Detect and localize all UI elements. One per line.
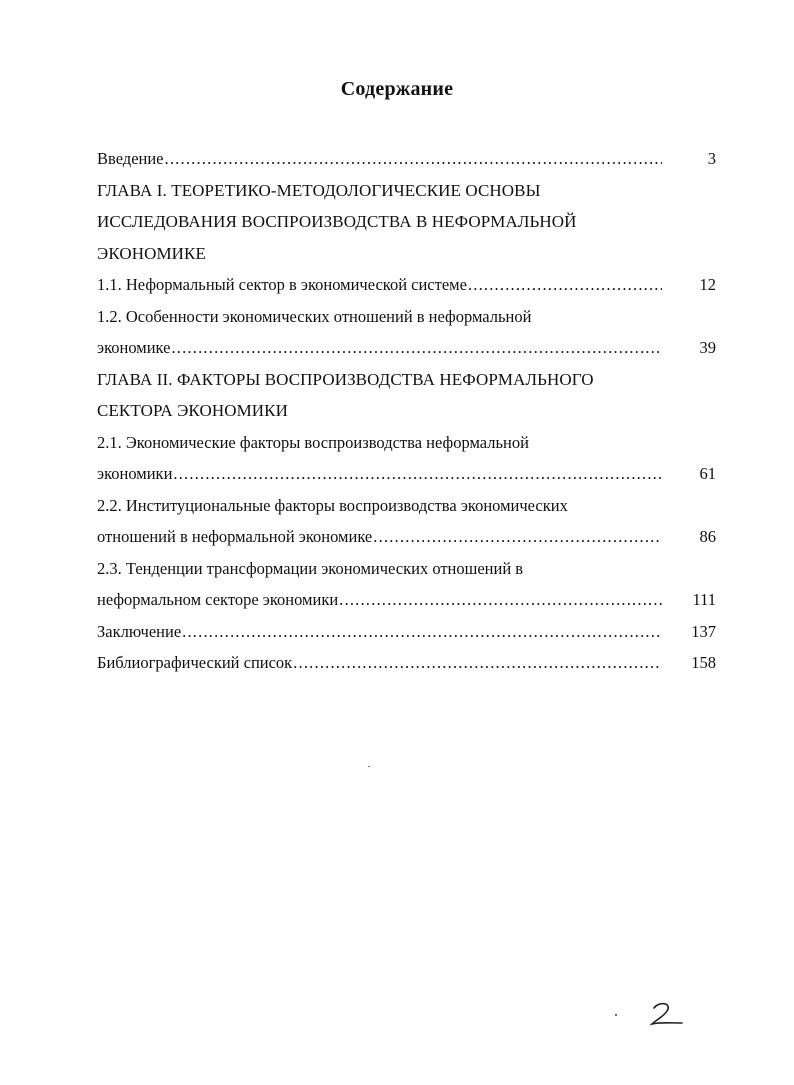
toc-page-number: 3 xyxy=(707,149,716,168)
dot-leader xyxy=(373,526,662,548)
toc-entry-text: 2.1. Экономические факторы воспроизводства неформальной xyxy=(97,433,529,452)
toc-entry-line xyxy=(97,495,662,517)
toc-entry-text: ГЛАВА II. ФАКТОРЫ ВОСПРОИЗВОДСТВА НЕФОРМАЛЬНОГО xyxy=(97,370,594,389)
toc-entry-text: 2.2. Институциональные факторы воспроизводства экономических xyxy=(97,496,568,515)
toc-page-number: 111 xyxy=(692,590,716,609)
dot-leader xyxy=(173,463,662,485)
page-title: Содержание xyxy=(340,78,454,100)
toc-entry-line xyxy=(97,274,662,296)
toc-chapter-line xyxy=(97,180,662,202)
dot-leader xyxy=(182,621,662,643)
toc-entry-text: экономике xyxy=(97,338,171,357)
toc-entry-text: 2.3. Тенденции трансформации экономических отношений в xyxy=(97,559,524,578)
toc-entry-text: экономики xyxy=(97,464,173,483)
toc-page-number: 137 xyxy=(691,622,716,641)
toc-chapter-line xyxy=(97,211,662,233)
toc-entry-text: Библиографический список xyxy=(97,653,293,672)
toc-page-number: 12 xyxy=(699,275,716,294)
handwritten-page-number xyxy=(648,1000,688,1030)
dot-leader xyxy=(293,652,662,674)
toc-entry-line xyxy=(97,652,662,674)
toc-entry-text: отношений в неформальной экономике xyxy=(97,527,373,546)
toc-page-number: 61 xyxy=(699,464,716,483)
toc-page-number: 39 xyxy=(699,338,716,357)
scan-speck xyxy=(368,766,370,767)
toc-entry-text: Заключение xyxy=(97,622,182,641)
toc-page-number: 158 xyxy=(691,653,716,672)
toc-page-number: 86 xyxy=(699,527,716,546)
toc-chapter-line xyxy=(97,243,662,265)
toc-entry-text: 1.1. Неформальный сектор в экономической системе xyxy=(97,275,467,294)
dot-leader xyxy=(468,274,662,296)
toc-entry-text: ИССЛЕДОВАНИЯ ВОСПРОИЗВОДСТВА В НЕФОРМАЛЬНОЙ xyxy=(97,212,577,231)
toc-entry-line xyxy=(97,337,662,359)
toc-entry-line xyxy=(97,463,662,485)
toc-entry-text: СЕКТОРА ЭКОНОМИКИ xyxy=(97,401,288,420)
toc-entry-line xyxy=(97,148,662,170)
scan-speck xyxy=(615,1014,617,1016)
toc-entry-line xyxy=(97,526,662,548)
dot-leader xyxy=(171,337,662,359)
toc-entry-text: ЭКОНОМИКЕ xyxy=(97,244,206,263)
toc-entry-line xyxy=(97,432,662,454)
toc-entry-line xyxy=(97,621,662,643)
dot-leader xyxy=(339,589,662,611)
toc-entry-line xyxy=(97,306,662,328)
toc-entry-text: неформальном секторе экономики xyxy=(97,590,339,609)
toc-chapter-line xyxy=(97,369,662,391)
toc-entry-line xyxy=(97,589,662,611)
toc-entry-text: ГЛАВА I. ТЕОРЕТИКО-МЕТОДОЛОГИЧЕСКИЕ ОСНОВЫ xyxy=(97,181,541,200)
toc-chapter-line xyxy=(97,400,662,422)
toc-entry-line xyxy=(97,558,662,580)
toc-entry-text: Введение xyxy=(97,149,164,168)
toc-entry-text: 1.2. Особенности экономических отношений в неформальной xyxy=(97,307,532,326)
dot-leader xyxy=(165,148,662,170)
